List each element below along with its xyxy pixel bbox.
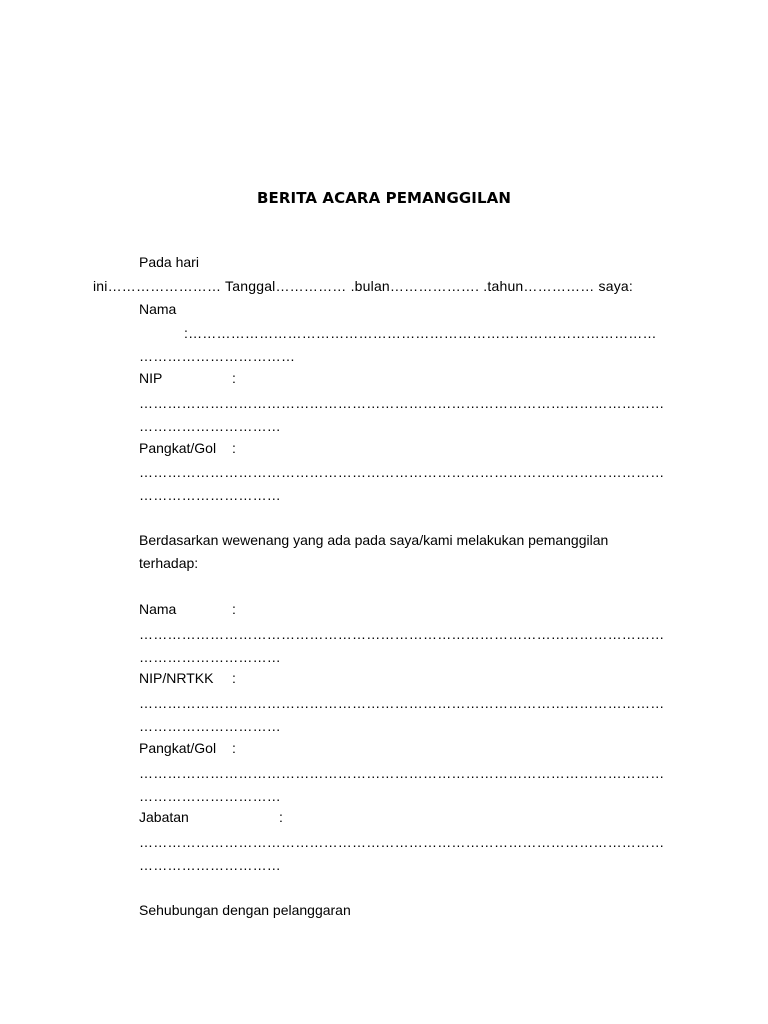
subject-jabatan-dots-1: ………………………………………………………………………………………………… — [139, 834, 665, 850]
subject-nama-label: Nama — [139, 601, 177, 617]
signer-nama-label: Nama — [139, 301, 177, 317]
subject-pangkat-colon: : — [232, 740, 236, 756]
document-title: BERITA ACARA PEMANGGILAN — [257, 189, 511, 207]
subject-nip-label: NIP/NRTKK — [139, 670, 214, 686]
subject-nama-dots-1: ………………………………………………………………………………………………… — [139, 626, 665, 642]
statement-line-2: terhadap: — [139, 555, 199, 571]
subject-jabatan-colon: : — [279, 809, 283, 825]
signer-pangkat-colon: : — [232, 440, 236, 456]
signer-nama-dots-2: …………………………… — [139, 348, 296, 364]
signer-pangkat-dots-1: ………………………………………………………………………………………………… — [139, 464, 665, 480]
subject-pangkat-label: Pangkat/Gol — [139, 740, 217, 756]
signer-nama-dots-1: :……………………………………………………………………………………… — [184, 325, 657, 341]
signer-nip-colon: : — [232, 370, 236, 386]
subject-jabatan-dots-2: ………………………… — [139, 857, 281, 873]
statement-line-1: Berdasarkan wewenang yang ada pada saya/kami melakukan pemanggilan — [139, 532, 609, 548]
signer-pangkat-label: Pangkat/Gol — [139, 440, 217, 456]
subject-pangkat-dots-2: ………………………… — [139, 788, 281, 804]
intro-pada-hari: Pada hari — [139, 254, 199, 270]
closing-line-1: Sehubungan dengan pelanggaran — [139, 902, 351, 918]
subject-nip-dots-2: ………………………… — [139, 718, 281, 734]
intro-date-line: ini…………………… Tanggal…………… .bulan………………. .tahun…………… saya: — [93, 278, 633, 294]
signer-nip-dots-2: ………………………… — [139, 418, 281, 434]
subject-jabatan-label: Jabatan — [139, 809, 189, 825]
subject-nip-dots-1: ………………………………………………………………………………………………… — [139, 695, 665, 711]
subject-pangkat-dots-1: ………………………………………………………………………………………………… — [139, 765, 665, 781]
signer-nip-dots-1: ………………………………………………………………………………………………… — [139, 395, 665, 411]
subject-nip-colon: : — [232, 670, 236, 686]
signer-nip-label: NIP — [139, 370, 163, 386]
signer-pangkat-dots-2: ………………………… — [139, 487, 281, 503]
subject-nama-colon: : — [232, 601, 236, 617]
subject-nama-dots-2: ………………………… — [139, 649, 281, 665]
